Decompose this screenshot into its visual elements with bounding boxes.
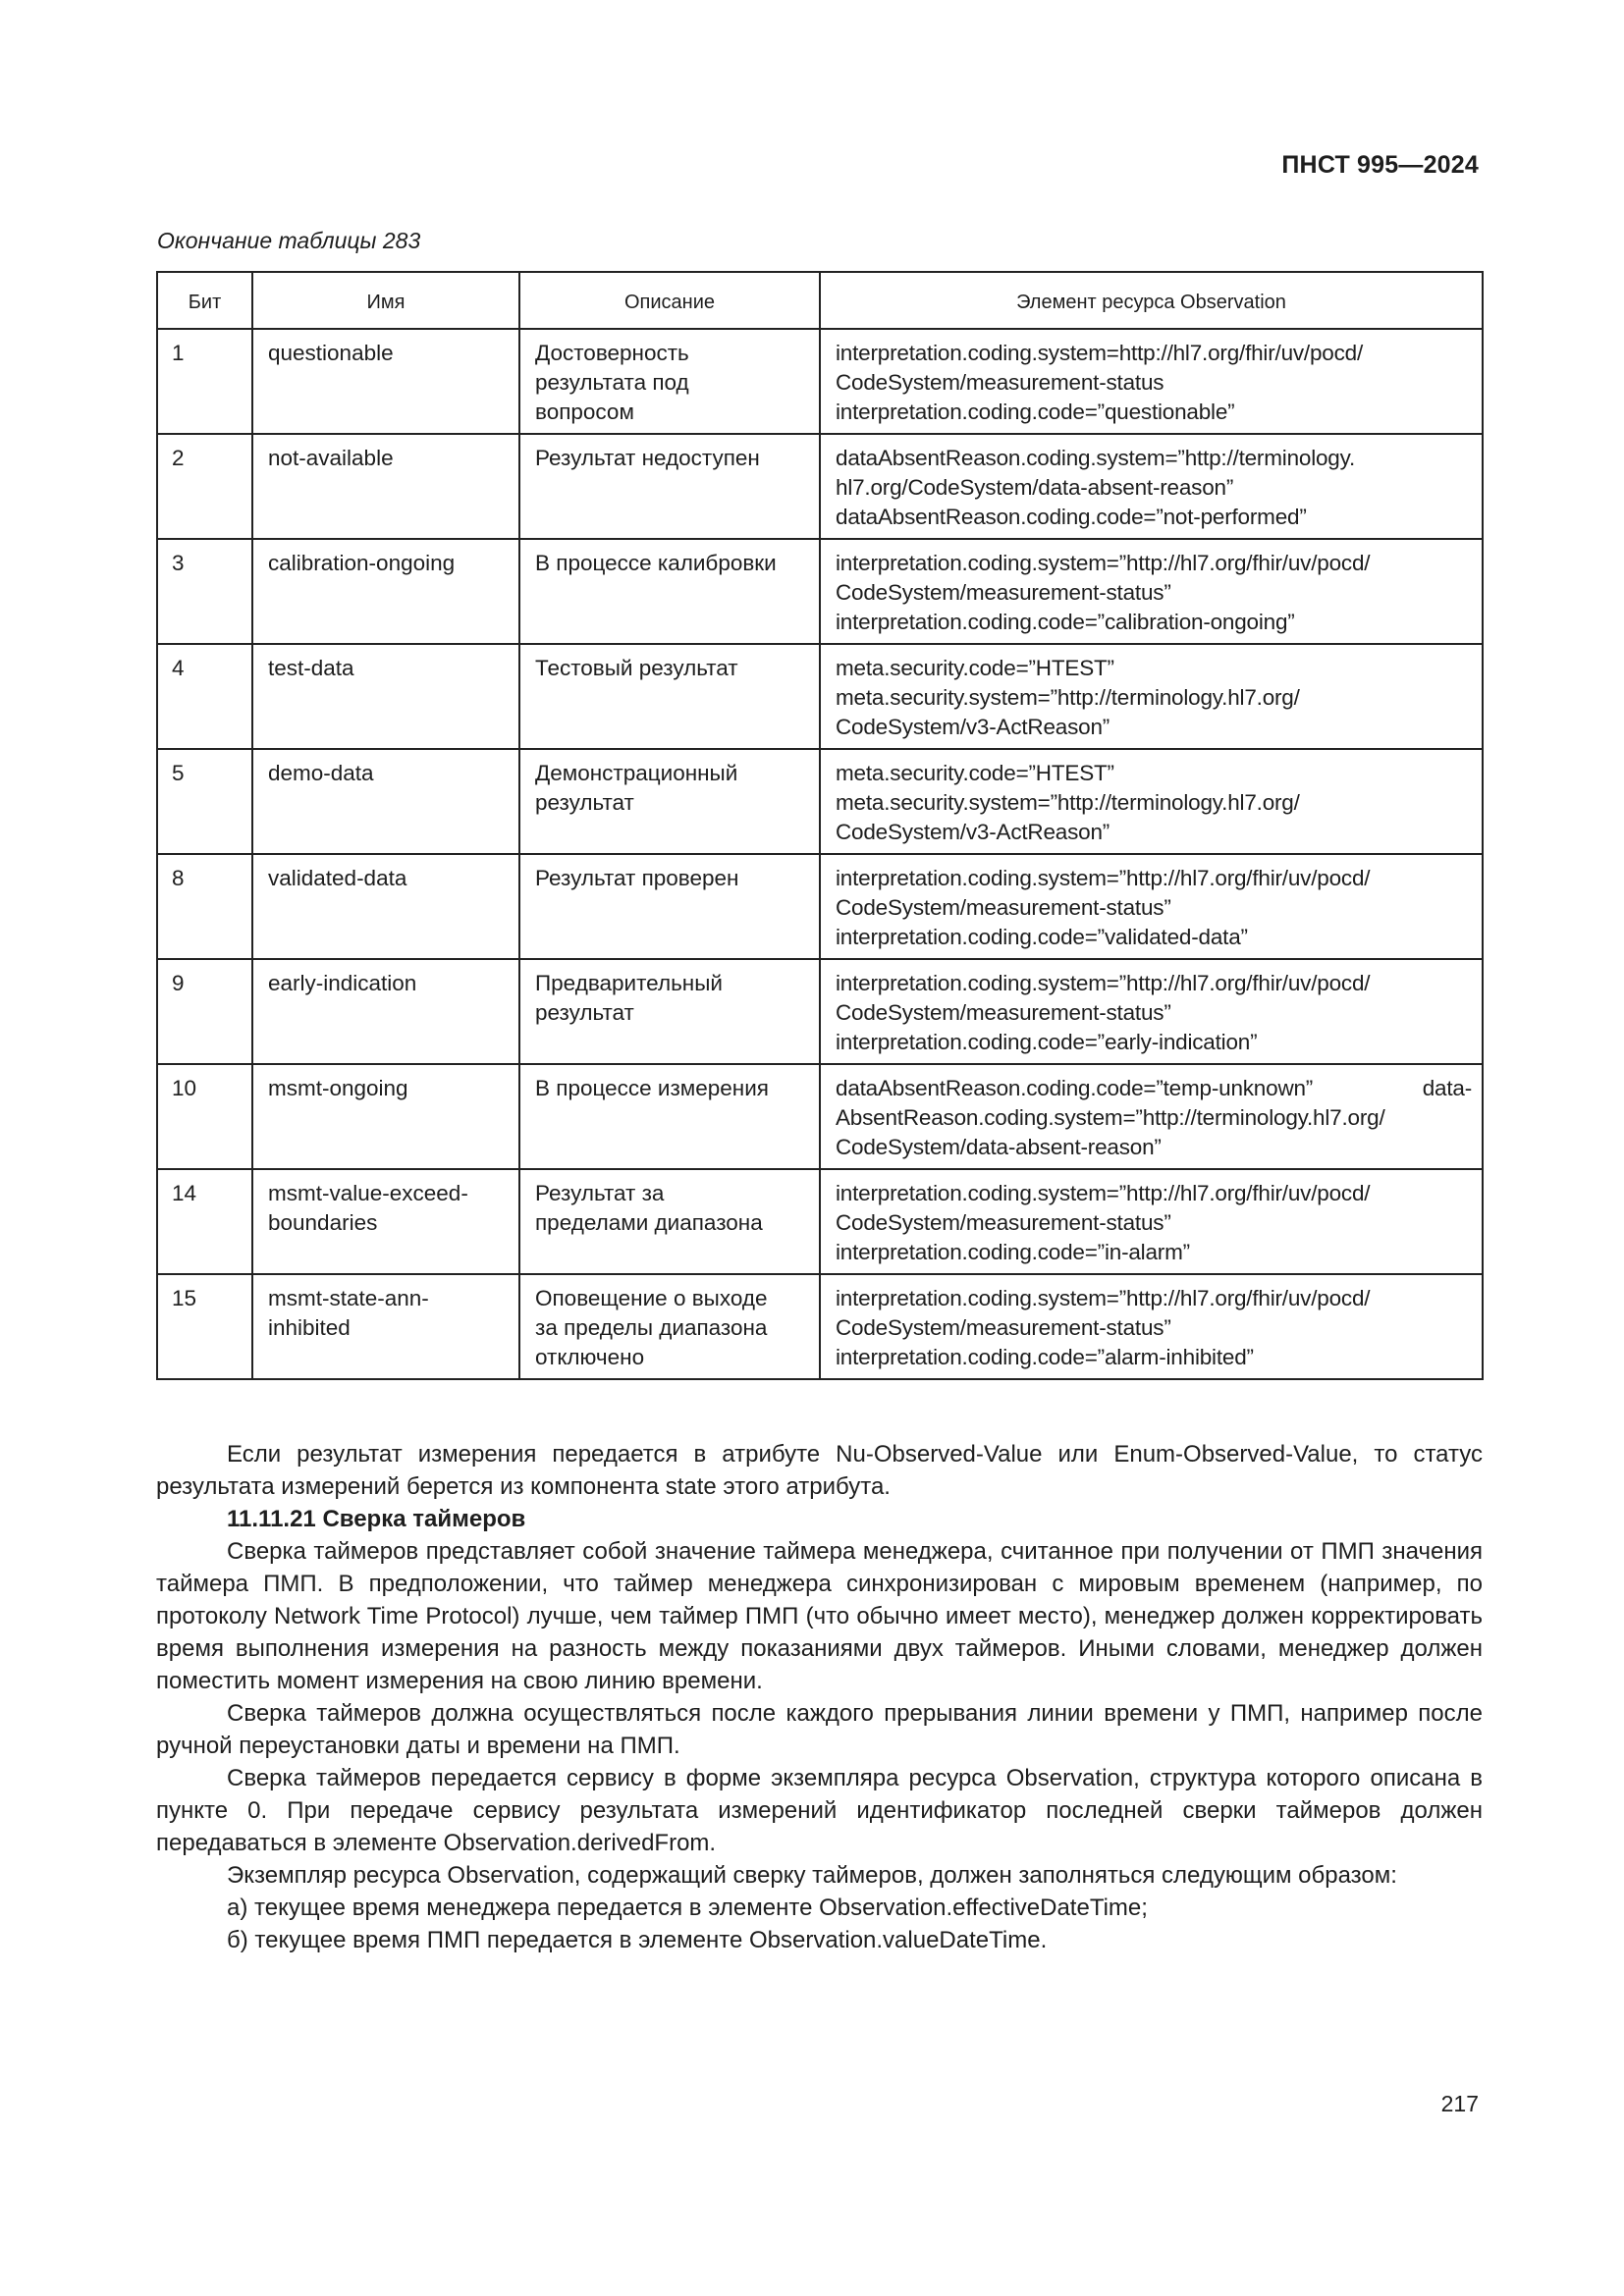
- bit-cell: 15: [157, 1274, 252, 1379]
- observation-element-cell: [820, 749, 1483, 854]
- observation-element-cell: [820, 959, 1483, 1064]
- observation-element-line: hl7.org/CodeSystem/data-absent-reason”: [836, 475, 1234, 500]
- observation-element-cell: [820, 644, 1483, 749]
- page-number: 217: [1440, 2091, 1479, 2116]
- description-line: вопросом: [535, 400, 634, 424]
- table-row: [157, 644, 1483, 749]
- bit-cell: 4: [157, 644, 252, 749]
- description-line: за пределы диапазона: [535, 1315, 768, 1340]
- description-cell: [519, 854, 820, 959]
- bit-cell: 5: [157, 749, 252, 854]
- description-line: Предварительный: [535, 971, 723, 995]
- name-cell: [252, 644, 519, 749]
- description-line: Достоверность: [535, 341, 689, 365]
- observation-element-line: meta.security.system=”http://terminology.hl7.org/: [836, 790, 1300, 815]
- observation-element-line: dataAbsentReason.coding.code=”not-performed”: [836, 505, 1307, 529]
- observation-element-cell: [820, 434, 1483, 539]
- observation-element-hyphenated-tail: data-: [1422, 1076, 1472, 1100]
- bit-cell: 8: [157, 854, 252, 959]
- description-cell: [519, 959, 820, 1064]
- bit-cell: 9: [157, 959, 252, 1064]
- bit-cell: 2: [157, 434, 252, 539]
- observation-element-line: [836, 1074, 1472, 1103]
- table-row: [157, 1169, 1483, 1274]
- description-line: Результат за: [535, 1181, 665, 1205]
- table-row: [157, 539, 1483, 644]
- name-cell: [252, 329, 519, 434]
- description-line: отключено: [535, 1345, 645, 1369]
- observation-element-line: CodeSystem/measurement-status”: [836, 580, 1171, 605]
- observation-element-cell: [820, 854, 1483, 959]
- name-cell: [252, 1274, 519, 1379]
- name-cell: [252, 749, 519, 854]
- observation-element-line: CodeSystem/measurement-status”: [836, 1210, 1171, 1235]
- column-header-description: Описание: [519, 272, 820, 329]
- name-line: questionable: [268, 341, 394, 365]
- list-item: б) текущее время ПМП передается в элементе Observation.valueDateTime.: [227, 1927, 1048, 1953]
- description-line: Результат проверен: [535, 866, 739, 890]
- paragraph: Сверка таймеров передается сервису в форме экземпляра ресурса Observation, структура которого описана в пункте 0. При передаче сервису результата измерений идентификатор последней сверки таймеров должен передаваться в элементе Observation.derivedFrom.: [156, 1765, 1483, 1856]
- observation-element-cell: [820, 539, 1483, 644]
- observation-element-line: CodeSystem/measurement-status: [836, 370, 1164, 395]
- observation-element-line: CodeSystem/v3-ActReason”: [836, 820, 1110, 844]
- observation-element-line: interpretation.coding.system=http://hl7.org/fhir/uv/pocd/: [836, 341, 1364, 365]
- name-line: msmt-ongoing: [268, 1076, 408, 1100]
- observation-element-line: meta.security.code=”HTEST”: [836, 656, 1114, 680]
- bit-cell: 3: [157, 539, 252, 644]
- observation-element-line: interpretation.coding.code=”questionable”: [836, 400, 1235, 424]
- name-cell: [252, 539, 519, 644]
- description-cell: [519, 1274, 820, 1379]
- description-line: результат: [535, 1000, 634, 1025]
- name-line: msmt-value-exceed-: [268, 1181, 468, 1205]
- observation-element-text: dataAbsentReason.coding.code=”temp-unknown”: [836, 1076, 1314, 1100]
- name-line: validated-data: [268, 866, 407, 890]
- name-line: inhibited: [268, 1315, 351, 1340]
- observation-element-cell: [820, 329, 1483, 434]
- name-line: calibration-ongoing: [268, 551, 456, 575]
- column-header-name: Имя: [252, 272, 519, 329]
- description-line: В процессе калибровки: [535, 551, 777, 575]
- name-line: msmt-state-ann-: [268, 1286, 429, 1310]
- description-line: Тестовый результат: [535, 656, 738, 680]
- description-cell: [519, 644, 820, 749]
- paragraph: Экземпляр ресурса Observation, содержащий сверку таймеров, должен заполняться следующим образом:: [227, 1862, 1397, 1889]
- table-row: [157, 959, 1483, 1064]
- table-row: [157, 1274, 1483, 1379]
- paragraph: Сверка таймеров представляет собой значение таймера менеджера, считанное при получении от ПМП значения таймера ПМП. В предположении, что таймер менеджера синхронизирован с мировым временем (например, по протоколу Network Time Protocol) лучше, чем таймер ПМП (что обычно имеет место), менеджер должен корректировать время выполнения измерения на разность между показаниями двух таймеров. Иными словами, менеджер должен поместить момент измерения на свою линию времени.: [156, 1538, 1483, 1694]
- table-row: [157, 329, 1483, 434]
- table-row: [157, 749, 1483, 854]
- observation-element-cell: [820, 1064, 1483, 1169]
- observation-bits-table: [156, 271, 1484, 1380]
- description-line: В процессе измерения: [535, 1076, 769, 1100]
- observation-element-line: meta.security.system=”http://terminology.hl7.org/: [836, 685, 1300, 710]
- description-cell: [519, 434, 820, 539]
- observation-element-line: dataAbsentReason.coding.system=”http://terminology.: [836, 446, 1356, 470]
- observation-element-line: interpretation.coding.code=”early-indication”: [836, 1030, 1258, 1054]
- description-cell: [519, 1169, 820, 1274]
- observation-element-line: interpretation.coding.system=”http://hl7.org/fhir/uv/pocd/: [836, 551, 1371, 575]
- description-line: результата под: [535, 370, 689, 395]
- description-cell: [519, 1064, 820, 1169]
- observation-element-line: interpretation.coding.code=”alarm-inhibited”: [836, 1345, 1254, 1369]
- name-cell: [252, 959, 519, 1064]
- name-line: not-available: [268, 446, 394, 470]
- name-line: early-indication: [268, 971, 417, 995]
- observation-element-line: CodeSystem/v3-ActReason”: [836, 715, 1110, 739]
- description-line: Демонстрационный: [535, 761, 738, 785]
- column-header-bit: Бит: [157, 272, 252, 329]
- observation-element-line: CodeSystem/measurement-status”: [836, 895, 1171, 920]
- document-code: ПНСТ 995—2024: [1281, 151, 1479, 179]
- observation-element-cell: [820, 1274, 1483, 1379]
- observation-element-line: interpretation.coding.system=”http://hl7.org/fhir/uv/pocd/: [836, 1181, 1371, 1205]
- bit-cell: 10: [157, 1064, 252, 1169]
- section-heading: 11.11.21 Сверка таймеров: [227, 1506, 526, 1532]
- observation-element-line: interpretation.coding.code=”in-alarm”: [836, 1240, 1190, 1264]
- name-line: test-data: [268, 656, 354, 680]
- observation-element-line: interpretation.coding.code=”validated-data”: [836, 925, 1248, 949]
- bit-cell: 14: [157, 1169, 252, 1274]
- observation-element-line: CodeSystem/measurement-status”: [836, 1000, 1171, 1025]
- description-line: пределами диапазона: [535, 1210, 763, 1235]
- paragraph: Сверка таймеров должна осуществляться после каждого прерывания линии времени у ПМП, например после ручной переустановки даты и времени на ПМП.: [156, 1700, 1483, 1759]
- name-cell: [252, 854, 519, 959]
- list-item: а) текущее время менеджера передается в элементе Observation.effectiveDateTime;: [227, 1895, 1148, 1921]
- observation-element-line: interpretation.coding.system=”http://hl7.org/fhir/uv/pocd/: [836, 866, 1371, 890]
- name-line: boundaries: [268, 1210, 378, 1235]
- name-cell: [252, 434, 519, 539]
- column-header-observation-element: Элемент ресурса Observation: [820, 272, 1483, 329]
- observation-element-line: AbsentReason.coding.system=”http://terminology.hl7.org/: [836, 1105, 1385, 1130]
- description-cell: [519, 539, 820, 644]
- name-cell: [252, 1169, 519, 1274]
- table-row: [157, 1064, 1483, 1169]
- observation-element-line: CodeSystem/data-absent-reason”: [836, 1135, 1162, 1159]
- observation-element-line: interpretation.coding.system=”http://hl7.org/fhir/uv/pocd/: [836, 1286, 1371, 1310]
- observation-element-line: interpretation.coding.code=”calibration-ongoing”: [836, 610, 1295, 634]
- observation-element-line: meta.security.code=”HTEST”: [836, 761, 1114, 785]
- description-line: результат: [535, 790, 634, 815]
- description-line: Результат недоступен: [535, 446, 760, 470]
- table-caption: Окончание таблицы 283: [157, 228, 421, 253]
- table-header-row: [157, 272, 1483, 329]
- bit-cell: 1: [157, 329, 252, 434]
- paragraph: Если результат измерения передается в атрибуте Nu-Observed-Value или Enum-Observed-Value, то статус результата измерений берется из компонента state этого атрибута.: [156, 1441, 1483, 1500]
- description-line: Оповещение о выходе: [535, 1286, 768, 1310]
- table-row: [157, 434, 1483, 539]
- observation-element-cell: [820, 1169, 1483, 1274]
- name-cell: [252, 1064, 519, 1169]
- description-cell: [519, 329, 820, 434]
- description-cell: [519, 749, 820, 854]
- body-text: [156, 1438, 1483, 1956]
- name-line: demo-data: [268, 761, 374, 785]
- table-row: [157, 854, 1483, 959]
- observation-element-line: interpretation.coding.system=”http://hl7.org/fhir/uv/pocd/: [836, 971, 1371, 995]
- observation-element-line: CodeSystem/measurement-status”: [836, 1315, 1171, 1340]
